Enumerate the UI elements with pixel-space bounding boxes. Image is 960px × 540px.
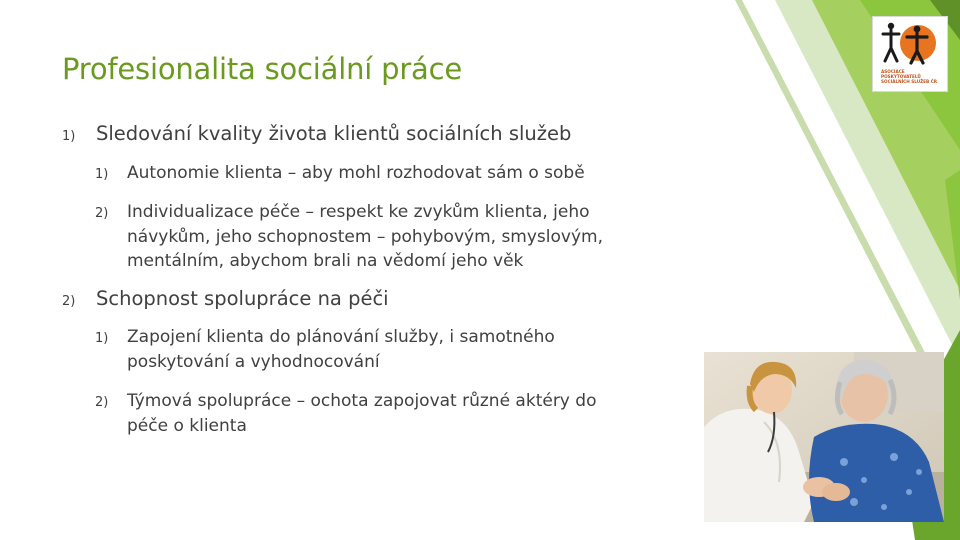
sub-item-line: Zapojení klienta do plánování služby, i samotného: [127, 327, 555, 347]
sub-number: 2): [95, 206, 109, 221]
slide-title: Profesionalita sociální práce: [62, 52, 463, 86]
list-number: 1): [62, 129, 76, 144]
list-item-text: Sledování kvality života klientů sociálních služeb: [96, 122, 572, 145]
photo-illustration: [704, 352, 944, 522]
sub-item-line: Individualizace péče – respekt ke zvykům klienta, jeho: [127, 202, 590, 222]
list-number: 2): [62, 294, 76, 309]
sub-number: 1): [95, 167, 109, 182]
sub-number: 2): [95, 395, 109, 410]
sub-item-line: péče o klienta: [127, 415, 247, 436]
sub-item-line: návykům, jeho schopnostem – pohybovým, smyslovým,: [127, 226, 603, 247]
list-item-text: Schopnost spolupráce na péči: [96, 287, 389, 310]
sub-item-line: mentálním, abychom brali na vědomí jeho věk: [127, 251, 524, 271]
sub-item-line: poskytování a vyhodnocování: [127, 351, 380, 372]
logo-text: ASOCIACE POSKYTOVATELŮ SOCIÁLNÍCH SLUŽEB ČR: [881, 69, 937, 84]
sub-item-line: Autonomie klienta – aby mohl rozhodovat sám o sobě: [127, 163, 585, 183]
organization-logo: [872, 16, 948, 92]
sub-number: 1): [95, 331, 109, 346]
sub-item-line: Týmová spolupráce – ochota zapojovat různé aktéry do: [127, 391, 597, 411]
caregiver-with-elderly-woman-photo: [704, 352, 944, 522]
people-figures-logo-icon: [873, 17, 947, 69]
